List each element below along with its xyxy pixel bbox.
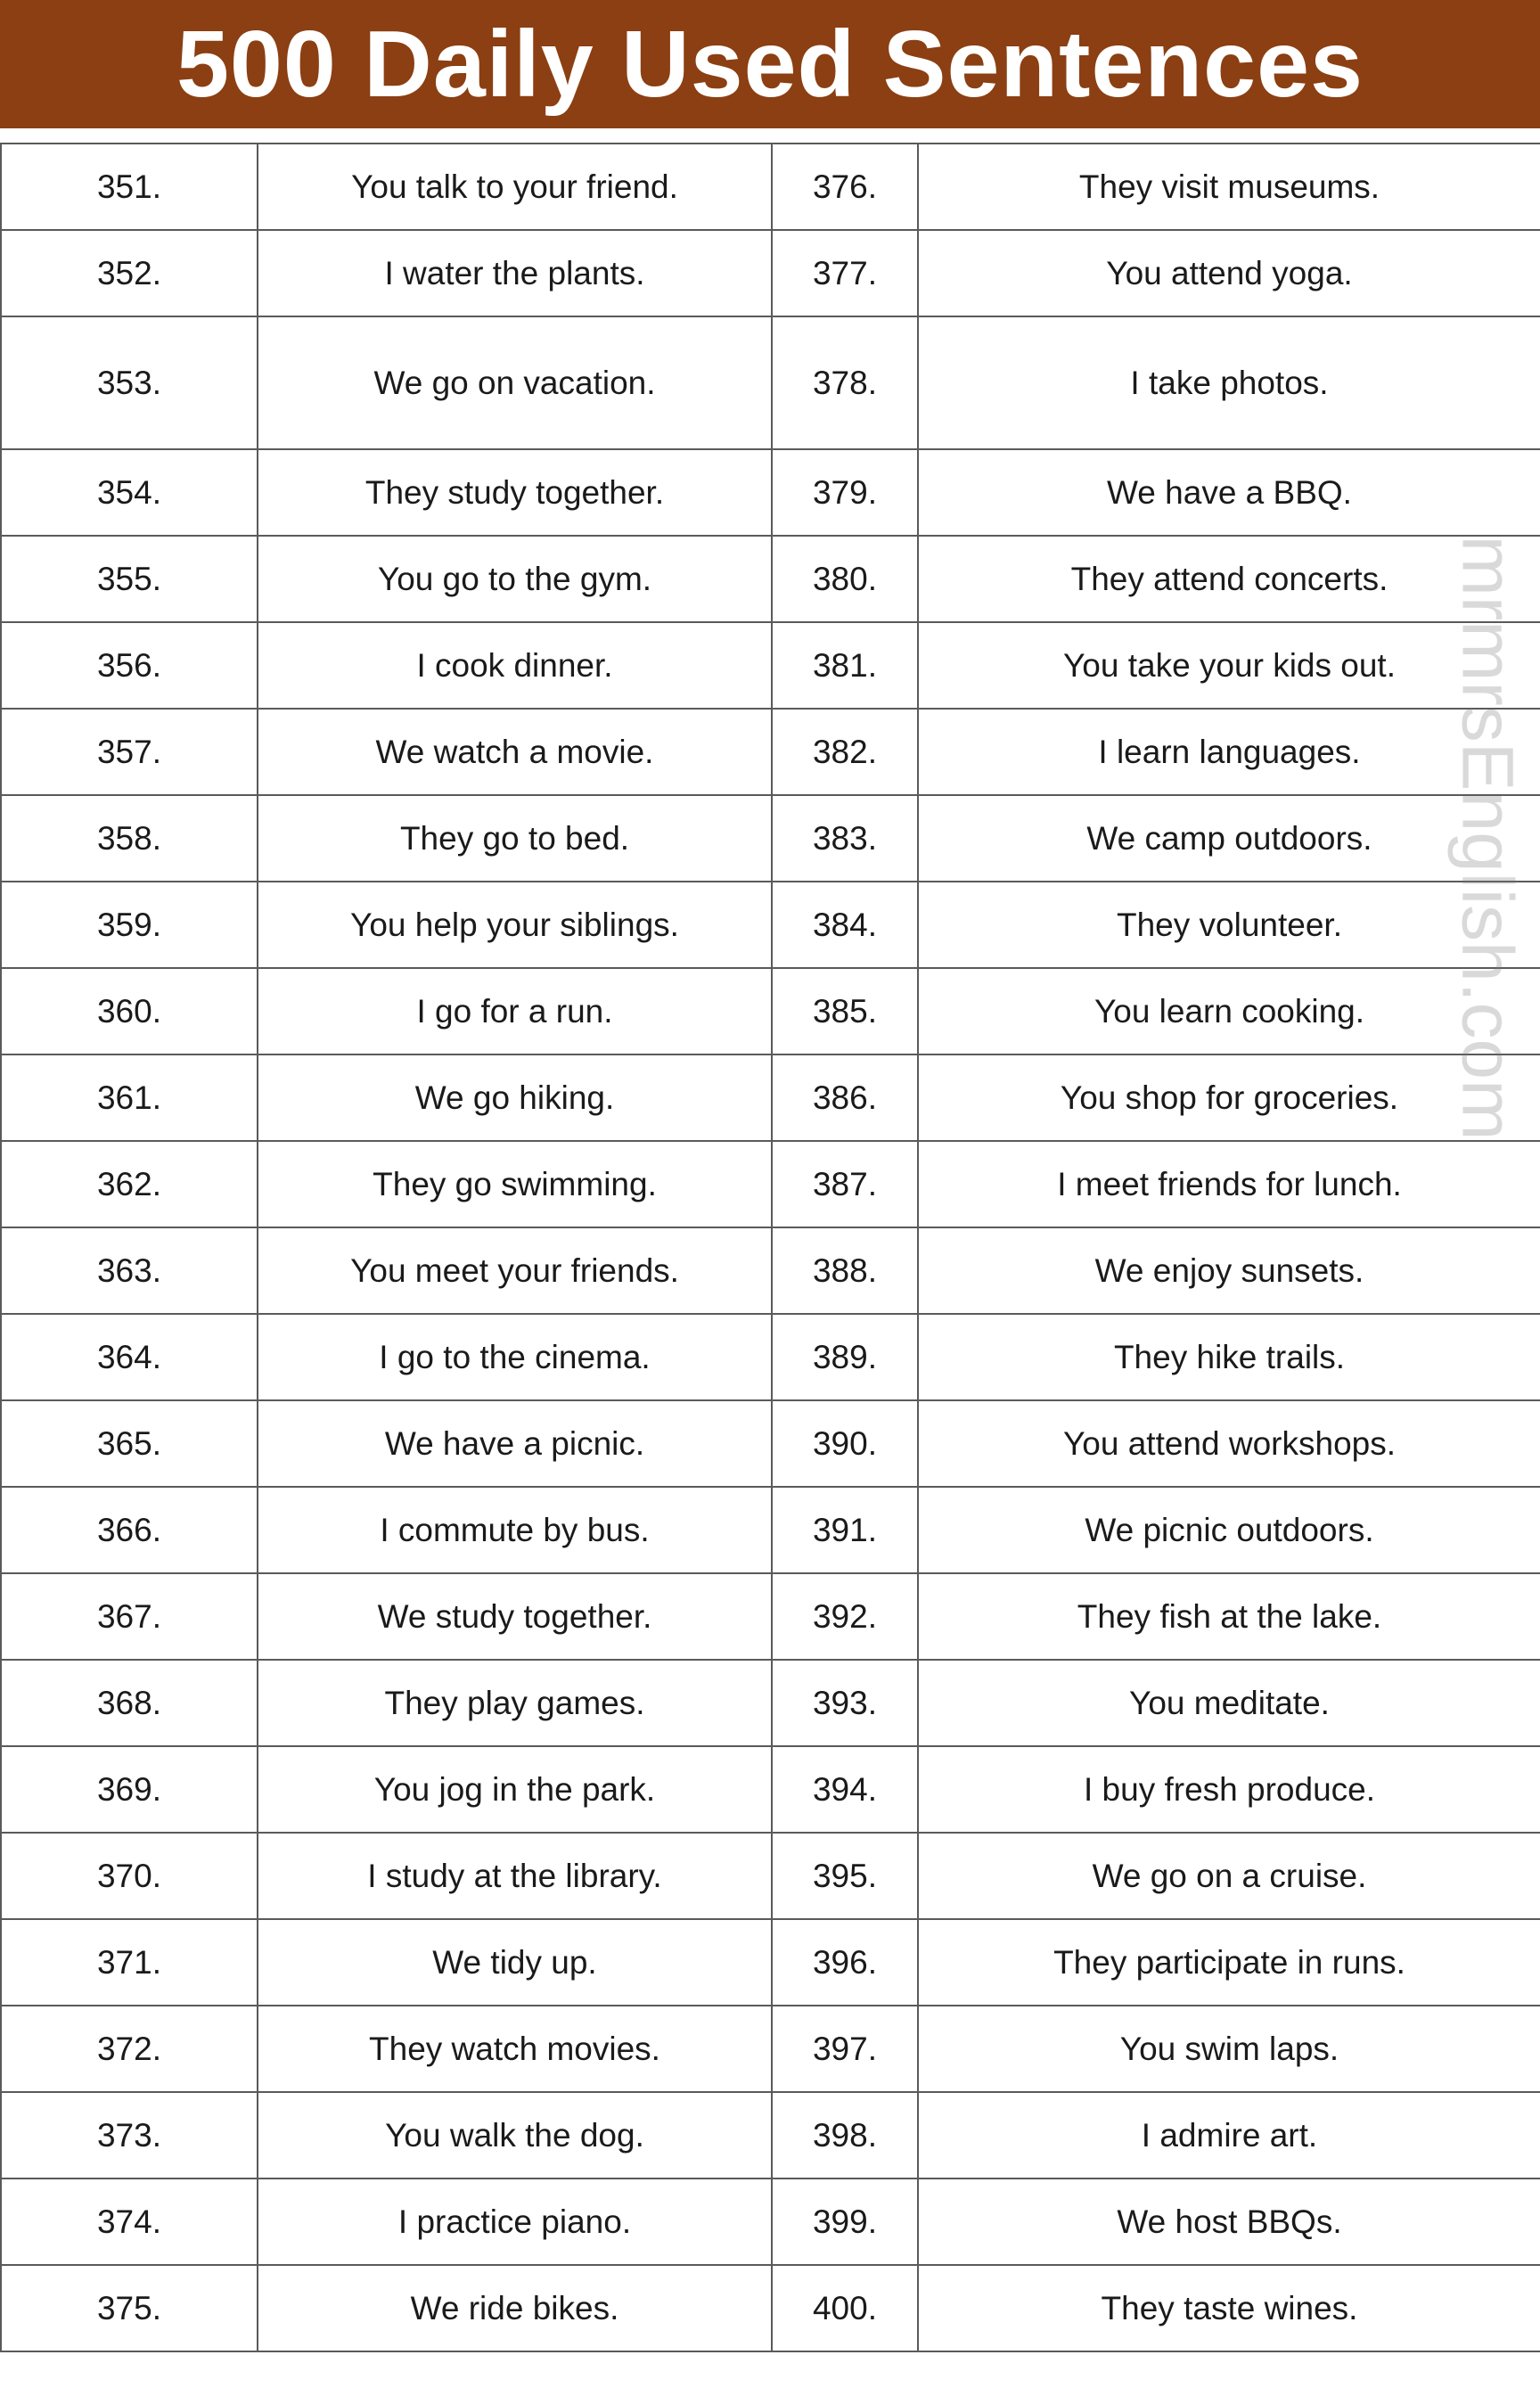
sentence-number: 385. bbox=[772, 968, 918, 1054]
watermark-text: mrmrsEnglish.com bbox=[1446, 535, 1528, 1141]
sentence-text: They study together. bbox=[258, 449, 772, 536]
sentence-text: I commute by bus. bbox=[258, 1487, 772, 1573]
table-row bbox=[1, 968, 1540, 1054]
table-row bbox=[1, 1314, 1540, 1400]
sentence-number: 391. bbox=[772, 1487, 918, 1573]
sentence-text: You attend yoga. bbox=[918, 230, 1540, 316]
table-row bbox=[1, 622, 1540, 709]
sentence-number: 356. bbox=[1, 622, 258, 709]
sentence-number: 358. bbox=[1, 795, 258, 882]
sentence-number: 361. bbox=[1, 1054, 258, 1141]
sentence-number: 366. bbox=[1, 1487, 258, 1573]
sentence-text: They attend concerts. bbox=[918, 536, 1540, 622]
sentence-text: They participate in runs. bbox=[918, 1919, 1540, 2006]
table-row bbox=[1, 316, 1540, 449]
sentence-number: 386. bbox=[772, 1054, 918, 1141]
sentence-number: 353. bbox=[1, 316, 258, 449]
sentence-number: 359. bbox=[1, 882, 258, 968]
sentence-text: You meet your friends. bbox=[258, 1227, 772, 1314]
sentence-number: 395. bbox=[772, 1833, 918, 1919]
sentence-text: They hike trails. bbox=[918, 1314, 1540, 1400]
table-row bbox=[1, 1833, 1540, 1919]
sentence-text: You help your siblings. bbox=[258, 882, 772, 968]
sentence-text: They watch movies. bbox=[258, 2006, 772, 2092]
sentence-text: You shop for groceries. bbox=[918, 1054, 1540, 1141]
sentence-text: You learn cooking. bbox=[918, 968, 1540, 1054]
sentence-number: 354. bbox=[1, 449, 258, 536]
table-row bbox=[1, 1400, 1540, 1487]
sentence-number: 400. bbox=[772, 2265, 918, 2351]
sentence-text: I take photos. bbox=[918, 316, 1540, 449]
sentence-number: 369. bbox=[1, 1746, 258, 1833]
sentence-number: 365. bbox=[1, 1400, 258, 1487]
sentence-text: I meet friends for lunch. bbox=[918, 1141, 1540, 1227]
sentence-text: They fish at the lake. bbox=[918, 1573, 1540, 1660]
sentence-text: I cook dinner. bbox=[258, 622, 772, 709]
sentence-number: 370. bbox=[1, 1833, 258, 1919]
sentences-table-body bbox=[1, 144, 1540, 2351]
sentence-text: I go for a run. bbox=[258, 968, 772, 1054]
sentence-text: We go on a cruise. bbox=[918, 1833, 1540, 1919]
sentence-number: 373. bbox=[1, 2092, 258, 2179]
sentence-number: 394. bbox=[772, 1746, 918, 1833]
table-row bbox=[1, 2179, 1540, 2265]
sentence-number: 367. bbox=[1, 1573, 258, 1660]
sentence-number: 396. bbox=[772, 1919, 918, 2006]
sentences-table bbox=[0, 143, 1540, 2352]
sentence-text: I admire art. bbox=[918, 2092, 1540, 2179]
sentence-text: We enjoy sunsets. bbox=[918, 1227, 1540, 1314]
sentence-number: 355. bbox=[1, 536, 258, 622]
table-row bbox=[1, 144, 1540, 230]
table-row bbox=[1, 2265, 1540, 2351]
sentence-number: 388. bbox=[772, 1227, 918, 1314]
table-row bbox=[1, 536, 1540, 622]
sentence-number: 378. bbox=[772, 316, 918, 449]
table-row bbox=[1, 230, 1540, 316]
sentence-number: 377. bbox=[772, 230, 918, 316]
sentence-text: You attend workshops. bbox=[918, 1400, 1540, 1487]
sentence-text: We ride bikes. bbox=[258, 2265, 772, 2351]
sentence-text: We host BBQs. bbox=[918, 2179, 1540, 2265]
sentence-number: 382. bbox=[772, 709, 918, 795]
sentence-text: You go to the gym. bbox=[258, 536, 772, 622]
sentence-text: I learn languages. bbox=[918, 709, 1540, 795]
sentence-text: You talk to your friend. bbox=[258, 144, 772, 230]
sentence-text: We watch a movie. bbox=[258, 709, 772, 795]
sentence-text: I practice piano. bbox=[258, 2179, 772, 2265]
sentence-text: I water the plants. bbox=[258, 230, 772, 316]
sentence-text: You walk the dog. bbox=[258, 2092, 772, 2179]
sentence-number: 374. bbox=[1, 2179, 258, 2265]
sentence-number: 379. bbox=[772, 449, 918, 536]
sentence-number: 376. bbox=[772, 144, 918, 230]
sentence-number: 397. bbox=[772, 2006, 918, 2092]
sentence-number: 399. bbox=[772, 2179, 918, 2265]
sentence-number: 398. bbox=[772, 2092, 918, 2179]
sentence-number: 381. bbox=[772, 622, 918, 709]
sentence-number: 392. bbox=[772, 1573, 918, 1660]
sentence-number: 393. bbox=[772, 1660, 918, 1746]
sentence-number: 368. bbox=[1, 1660, 258, 1746]
sentence-number: 372. bbox=[1, 2006, 258, 2092]
title-banner bbox=[0, 0, 1540, 128]
sentence-text: We tidy up. bbox=[258, 1919, 772, 2006]
table-row bbox=[1, 449, 1540, 536]
sentence-number: 360. bbox=[1, 968, 258, 1054]
sentence-text: We go on vacation. bbox=[258, 316, 772, 449]
sentence-text: We study together. bbox=[258, 1573, 772, 1660]
sentence-text: We have a BBQ. bbox=[918, 449, 1540, 536]
sentence-text: They volunteer. bbox=[918, 882, 1540, 968]
sentence-number: 390. bbox=[772, 1400, 918, 1487]
table-row bbox=[1, 1141, 1540, 1227]
table-row bbox=[1, 1573, 1540, 1660]
table-row bbox=[1, 795, 1540, 882]
sentence-text: We camp outdoors. bbox=[918, 795, 1540, 882]
sentence-number: 352. bbox=[1, 230, 258, 316]
sentence-number: 362. bbox=[1, 1141, 258, 1227]
sentence-number: 357. bbox=[1, 709, 258, 795]
table-row bbox=[1, 1487, 1540, 1573]
table-row bbox=[1, 2006, 1540, 2092]
table-row bbox=[1, 1660, 1540, 1746]
sentence-text: You swim laps. bbox=[918, 2006, 1540, 2092]
sentence-number: 380. bbox=[772, 536, 918, 622]
sentence-number: 371. bbox=[1, 1919, 258, 2006]
sentence-number: 383. bbox=[772, 795, 918, 882]
sentence-text: They go to bed. bbox=[258, 795, 772, 882]
sentence-text: They taste wines. bbox=[918, 2265, 1540, 2351]
sentence-text: I go to the cinema. bbox=[258, 1314, 772, 1400]
table-row bbox=[1, 1919, 1540, 2006]
sentence-text: We go hiking. bbox=[258, 1054, 772, 1141]
sentence-text: You jog in the park. bbox=[258, 1746, 772, 1833]
sentence-text: I buy fresh produce. bbox=[918, 1746, 1540, 1833]
table-row bbox=[1, 1054, 1540, 1141]
sentence-text: We have a picnic. bbox=[258, 1400, 772, 1487]
sentence-number: 387. bbox=[772, 1141, 918, 1227]
sentence-text: I study at the library. bbox=[258, 1833, 772, 1919]
table-row bbox=[1, 709, 1540, 795]
sentence-number: 363. bbox=[1, 1227, 258, 1314]
sentence-number: 364. bbox=[1, 1314, 258, 1400]
sentence-number: 384. bbox=[772, 882, 918, 968]
sentence-number: 389. bbox=[772, 1314, 918, 1400]
sentence-number: 375. bbox=[1, 2265, 258, 2351]
table-row bbox=[1, 1746, 1540, 1833]
sentence-text: You meditate. bbox=[918, 1660, 1540, 1746]
table-row bbox=[1, 882, 1540, 968]
sentence-text: They visit museums. bbox=[918, 144, 1540, 230]
sentence-text: They play games. bbox=[258, 1660, 772, 1746]
sentence-text: They go swimming. bbox=[258, 1141, 772, 1227]
sentence-text: You take your kids out. bbox=[918, 622, 1540, 709]
sentence-text: We picnic outdoors. bbox=[918, 1487, 1540, 1573]
sentence-number: 351. bbox=[1, 144, 258, 230]
table-row bbox=[1, 1227, 1540, 1314]
table-row bbox=[1, 2092, 1540, 2179]
page-title: 500 Daily Used Sentences bbox=[176, 12, 1364, 117]
